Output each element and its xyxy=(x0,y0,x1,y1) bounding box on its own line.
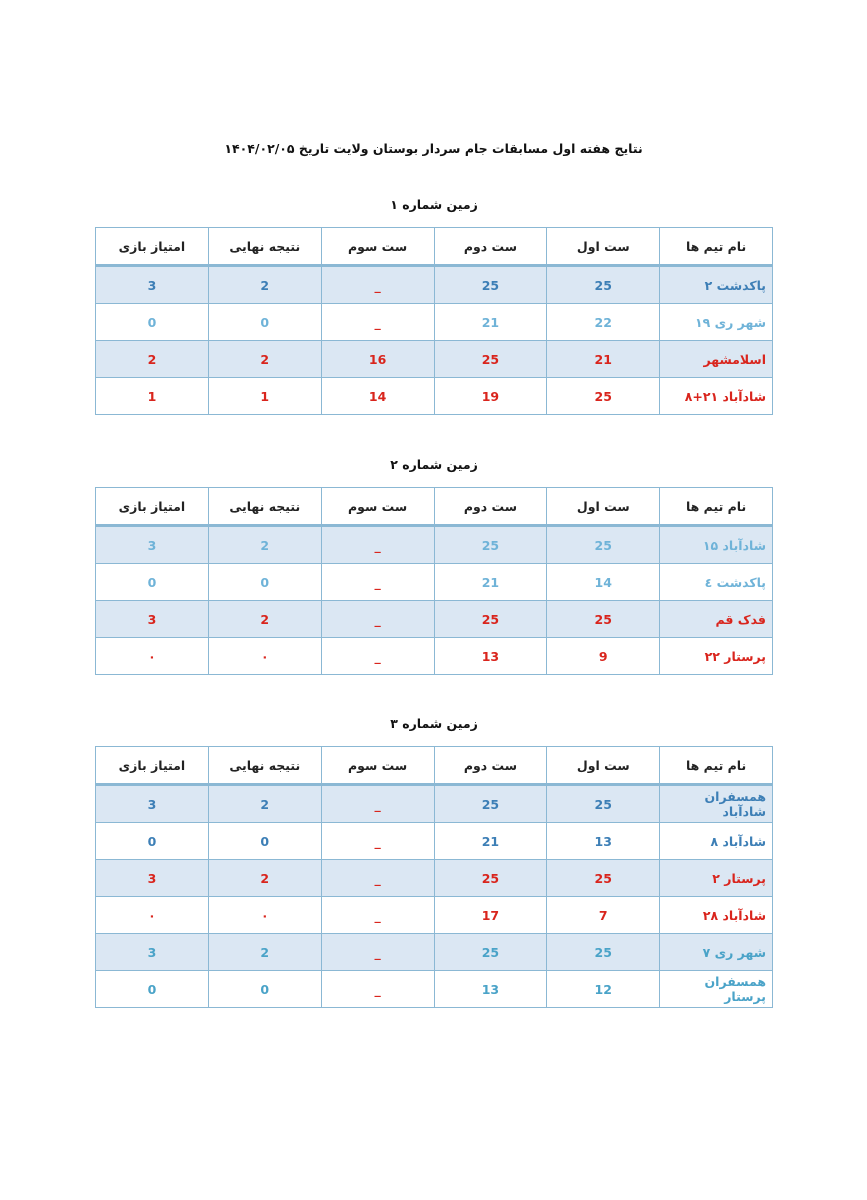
cell-team: شادآباد ۲۱+۸ xyxy=(660,378,773,415)
cell-set1: 21 xyxy=(547,341,660,378)
header-team: نام تیم ها xyxy=(660,228,773,266)
cell-set3: _ xyxy=(321,564,434,601)
cell-points: 3 xyxy=(96,601,209,638)
cell-final: 2 xyxy=(208,341,321,378)
cell-team: شادآباد ۱۵ xyxy=(660,526,773,564)
header-final: نتیجه نهایی xyxy=(208,228,321,266)
cell-final: 2 xyxy=(208,526,321,564)
cell-final: 0 xyxy=(208,971,321,1008)
cell-points: 3 xyxy=(96,785,209,823)
table-header-row xyxy=(96,747,773,785)
court-2-section xyxy=(95,456,773,675)
header-set2: ست دوم xyxy=(434,488,547,526)
cell-set3: _ xyxy=(321,860,434,897)
cell-set3: _ xyxy=(321,897,434,934)
cell-set1: 13 xyxy=(547,823,660,860)
cell-set3: _ xyxy=(321,934,434,971)
court-3-section xyxy=(95,715,773,1008)
cell-set1: 25 xyxy=(547,934,660,971)
table-row xyxy=(96,266,773,304)
cell-final: 0 xyxy=(208,564,321,601)
cell-team: اسلامشهر xyxy=(660,341,773,378)
header-set3: ست سوم xyxy=(321,228,434,266)
cell-set2: 25 xyxy=(434,341,547,378)
table-row xyxy=(96,378,773,415)
table-row xyxy=(96,341,773,378)
cell-set3: _ xyxy=(321,823,434,860)
cell-set3: _ xyxy=(321,638,434,675)
cell-final: 0 xyxy=(208,823,321,860)
cell-set3: _ xyxy=(321,304,434,341)
cell-final: 2 xyxy=(208,860,321,897)
cell-set2: 25 xyxy=(434,601,547,638)
table-header-row xyxy=(96,488,773,526)
cell-points: 0 xyxy=(96,304,209,341)
cell-points: 2 xyxy=(96,341,209,378)
court-title: زمین شماره ۱ xyxy=(390,197,478,212)
cell-set1: 14 xyxy=(547,564,660,601)
cell-final: ۰ xyxy=(208,897,321,934)
header-final: نتیجه نهایی xyxy=(208,488,321,526)
cell-set2: 19 xyxy=(434,378,547,415)
table-row xyxy=(96,638,773,675)
header-points: امتیاز بازی xyxy=(96,488,209,526)
cell-final: 2 xyxy=(208,934,321,971)
cell-set3: _ xyxy=(321,785,434,823)
cell-set3: _ xyxy=(321,526,434,564)
cell-set1: 25 xyxy=(547,601,660,638)
header-points: امتیاز بازی xyxy=(96,747,209,785)
table-row xyxy=(96,934,773,971)
cell-set1: 25 xyxy=(547,526,660,564)
court-title: زمین شماره ۲ xyxy=(390,457,478,472)
cell-points: 3 xyxy=(96,526,209,564)
cell-team: شهر ری ۱۹ xyxy=(660,304,773,341)
table-row xyxy=(96,823,773,860)
page-title: نتایج هفته اول مسابقات جام سردار بوستان ولایت تاریخ ۱۴۰۴/۰۲/۰۵ xyxy=(224,141,643,156)
court-title: زمین شماره ۳ xyxy=(390,716,478,731)
header-set1: ست اول xyxy=(547,228,660,266)
header-team: نام تیم ها xyxy=(660,747,773,785)
cell-final: 2 xyxy=(208,785,321,823)
cell-points: 1 xyxy=(96,378,209,415)
header-points: امتیاز بازی xyxy=(96,228,209,266)
cell-set3: 14 xyxy=(321,378,434,415)
table-row xyxy=(96,971,773,1008)
cell-set2: 25 xyxy=(434,266,547,304)
results-table xyxy=(95,487,773,675)
court-1-section xyxy=(95,196,773,415)
table-row xyxy=(96,304,773,341)
cell-points: 0 xyxy=(96,823,209,860)
cell-team: پرستار ۲ xyxy=(660,860,773,897)
cell-team: شادآباد ۸ xyxy=(660,823,773,860)
cell-points: 3 xyxy=(96,266,209,304)
header-final: نتیجه نهایی xyxy=(208,747,321,785)
header-set2: ست دوم xyxy=(434,747,547,785)
cell-set2: 21 xyxy=(434,304,547,341)
cell-set3: _ xyxy=(321,601,434,638)
cell-set2: 25 xyxy=(434,785,547,823)
cell-set2: 21 xyxy=(434,564,547,601)
cell-set1: 25 xyxy=(547,860,660,897)
cell-points: 3 xyxy=(96,934,209,971)
cell-team: پاکدشت ۲ xyxy=(660,266,773,304)
header-set2: ست دوم xyxy=(434,228,547,266)
cell-set3: _ xyxy=(321,971,434,1008)
header-set1: ست اول xyxy=(547,488,660,526)
table-row xyxy=(96,860,773,897)
table-row xyxy=(96,897,773,934)
cell-set2: 13 xyxy=(434,971,547,1008)
cell-points: 0 xyxy=(96,564,209,601)
cell-set2: 21 xyxy=(434,823,547,860)
table-row xyxy=(96,601,773,638)
cell-set1: 25 xyxy=(547,266,660,304)
cell-points: ۰ xyxy=(96,638,209,675)
table-row xyxy=(96,564,773,601)
table-row xyxy=(96,785,773,823)
cell-set2: 25 xyxy=(434,934,547,971)
cell-team: شهر ری ۷ xyxy=(660,934,773,971)
cell-final: 1 xyxy=(208,378,321,415)
cell-points: ۰ xyxy=(96,897,209,934)
cell-set1: 25 xyxy=(547,378,660,415)
cell-set2: 25 xyxy=(434,860,547,897)
cell-set2: 13 xyxy=(434,638,547,675)
results-table xyxy=(95,227,773,415)
cell-set3: 16 xyxy=(321,341,434,378)
cell-team: پاکدشت ٤ xyxy=(660,564,773,601)
table-row xyxy=(96,526,773,564)
cell-points: 0 xyxy=(96,971,209,1008)
cell-final: 2 xyxy=(208,601,321,638)
cell-team: همسفران پرستار xyxy=(660,971,773,1008)
cell-team: همسفران شادآباد xyxy=(660,785,773,823)
results-table xyxy=(95,746,773,1008)
cell-set1: 22 xyxy=(547,304,660,341)
cell-points: 3 xyxy=(96,860,209,897)
cell-team: پرستار ۲۲ xyxy=(660,638,773,675)
cell-set2: 25 xyxy=(434,526,547,564)
cell-team: فدک قم xyxy=(660,601,773,638)
table-header-row xyxy=(96,228,773,266)
cell-set1: 7 xyxy=(547,897,660,934)
cell-team: شادآباد ۲۸ xyxy=(660,897,773,934)
header-set1: ست اول xyxy=(547,747,660,785)
cell-final: 0 xyxy=(208,304,321,341)
cell-final: 2 xyxy=(208,266,321,304)
header-set3: ست سوم xyxy=(321,747,434,785)
cell-set1: 25 xyxy=(547,785,660,823)
header-team: نام تیم ها xyxy=(660,488,773,526)
header-set3: ست سوم xyxy=(321,488,434,526)
cell-set2: 17 xyxy=(434,897,547,934)
cell-set1: 9 xyxy=(547,638,660,675)
cell-set3: _ xyxy=(321,266,434,304)
cell-set1: 12 xyxy=(547,971,660,1008)
cell-final: ۰ xyxy=(208,638,321,675)
